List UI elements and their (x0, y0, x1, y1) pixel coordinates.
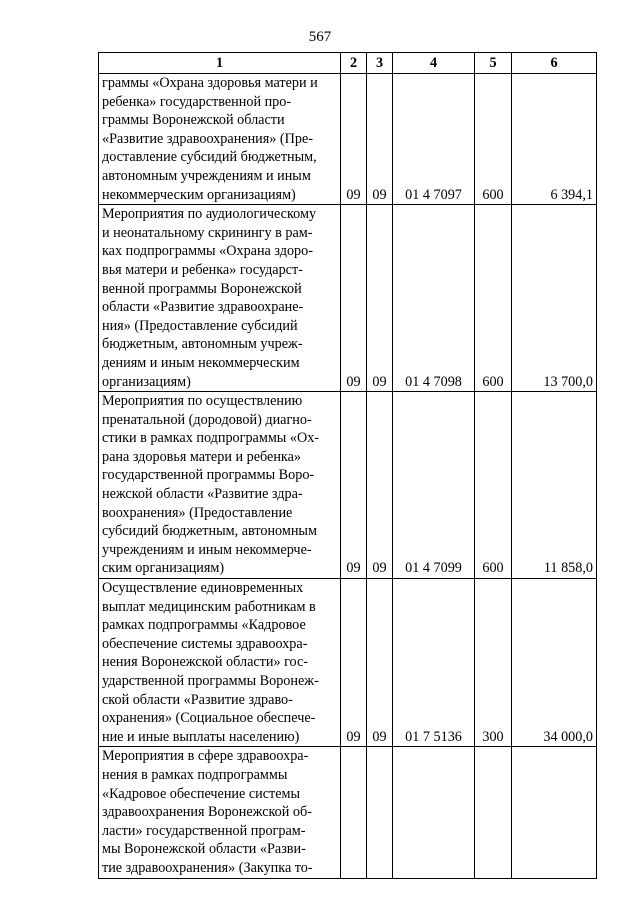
column-header-6: 6 (512, 53, 597, 74)
description-line: охранения» (Социальное обеспече- (102, 710, 316, 727)
description-line: Мероприятия по аудиологическому (102, 206, 317, 223)
description-line: мы Воронежской области «Разви- (102, 841, 306, 858)
section-code: 09 (341, 579, 367, 747)
column-header-1: 1 (99, 53, 341, 74)
table-row (99, 205, 597, 392)
description-line: государственной программы Воро- (102, 467, 315, 484)
description-line: учреждениям и иным некоммерче- (102, 541, 312, 558)
description-line: венной программы Воронежской (102, 280, 302, 297)
description-line: здравоохранения Воронежской об- (102, 804, 312, 821)
description-line: рана здоровья матери и ребенка» (102, 448, 301, 465)
expense-type-code (475, 747, 512, 878)
subsection-code: 09 (367, 579, 393, 747)
description-line: нежской области «Развитие здра- (102, 486, 303, 503)
column-header-2: 2 (341, 53, 367, 74)
row-description (99, 74, 341, 205)
description-line: Мероприятия по осуществлению (102, 393, 303, 410)
subsection-code: 09 (367, 205, 393, 392)
column-header-5: 5 (475, 53, 512, 74)
description-line: граммы «Охрана здоровья матери и (102, 75, 318, 91)
column-header-3: 3 (367, 53, 393, 74)
target-article-code: 01 4 7098 (393, 205, 475, 392)
description-line: пренатальной (дородовой) диагно- (102, 411, 312, 428)
description-line: вья матери и ребенка» государст- (102, 261, 303, 278)
description-line: ским организациям) (102, 560, 225, 577)
description-line: доставление субсидий бюджетным, (102, 149, 317, 166)
expense-type-code: 300 (475, 579, 512, 747)
description-line: ние и иные выплаты населению) (102, 728, 300, 745)
table-row (99, 74, 597, 205)
subsection-code (367, 747, 393, 878)
expense-type-code: 600 (475, 205, 512, 392)
description-line: бюджетным, автономным учреж- (102, 336, 303, 353)
description-line: стики в рамках подпрограммы «Ох- (102, 430, 320, 447)
row-description (99, 747, 341, 878)
target-article-code: 01 4 7099 (393, 392, 475, 579)
description-line: воохранения» (Предоставление (102, 504, 293, 521)
expense-type-code: 600 (475, 392, 512, 579)
subsection-code: 09 (367, 74, 393, 205)
column-header-4: 4 (393, 53, 475, 74)
amount-value (512, 747, 597, 878)
description-line: обеспечение системы здравоохра- (102, 635, 308, 652)
description-line: рамках подпрограммы «Кадровое (102, 617, 306, 634)
description-line: организациям) (102, 373, 191, 390)
target-article-code: 01 4 7097 (393, 74, 475, 205)
description-line: «Развитие здравоохранения» (Пре- (102, 130, 314, 147)
amount-value: 11 858,0 (512, 392, 597, 579)
description-line: ударственной программы Воронеж- (102, 673, 319, 689)
description-line: граммы Воронежской области (102, 112, 285, 129)
expense-type-code: 600 (475, 74, 512, 205)
description-line: Осуществление единовременных (102, 580, 304, 597)
section-code: 09 (341, 205, 367, 392)
description-line: и неонатальному скринингу в рам- (102, 224, 313, 241)
description-line: области «Развитие здравоохране- (102, 299, 304, 316)
description-line: ребенка» государственной про- (102, 93, 292, 110)
table-row (99, 392, 597, 579)
subsection-code: 09 (367, 392, 393, 579)
row-description (99, 392, 341, 579)
budget-table (98, 52, 597, 879)
table-row (99, 747, 597, 878)
description-line: некоммерческим организациям) (102, 186, 296, 203)
page-number: 567 (308, 29, 332, 45)
description-line: Мероприятия в сфере здравоохра- (102, 748, 309, 765)
description-line: автономным учреждениям и иным (102, 167, 311, 184)
description-line: нения Воронежской области» гос- (102, 654, 309, 671)
table-body (99, 74, 597, 879)
table-row (99, 579, 597, 747)
amount-value: 13 700,0 (512, 205, 597, 392)
description-line: дениям и иным некоммерческим (102, 354, 300, 371)
table-header-row (99, 53, 597, 74)
target-article-code: 01 7 5136 (393, 579, 475, 747)
row-description (99, 205, 341, 392)
amount-value: 6 394,1 (512, 74, 597, 205)
section-code: 09 (341, 74, 367, 205)
amount-value: 34 000,0 (512, 579, 597, 747)
description-line: тие здравоохранения» (Закупка то- (102, 859, 313, 876)
row-description (99, 579, 341, 747)
description-line: «Кадровое обеспечение системы (102, 785, 301, 802)
description-line: ской области «Развитие здраво- (102, 691, 293, 708)
description-line: ния» (Предоставление субсидий (102, 317, 298, 334)
description-line: ласти» государственной програм- (102, 822, 306, 839)
section-code: 09 (341, 392, 367, 579)
description-line: выплат медицинским работникам в (102, 598, 316, 615)
description-line: субсидий бюджетным, автономным (102, 523, 317, 540)
description-line: ках подпрограммы «Охрана здоро- (102, 243, 313, 260)
section-code (341, 747, 367, 878)
description-line: нения в рамках подпрограммы (102, 766, 288, 783)
target-article-code (393, 747, 475, 878)
